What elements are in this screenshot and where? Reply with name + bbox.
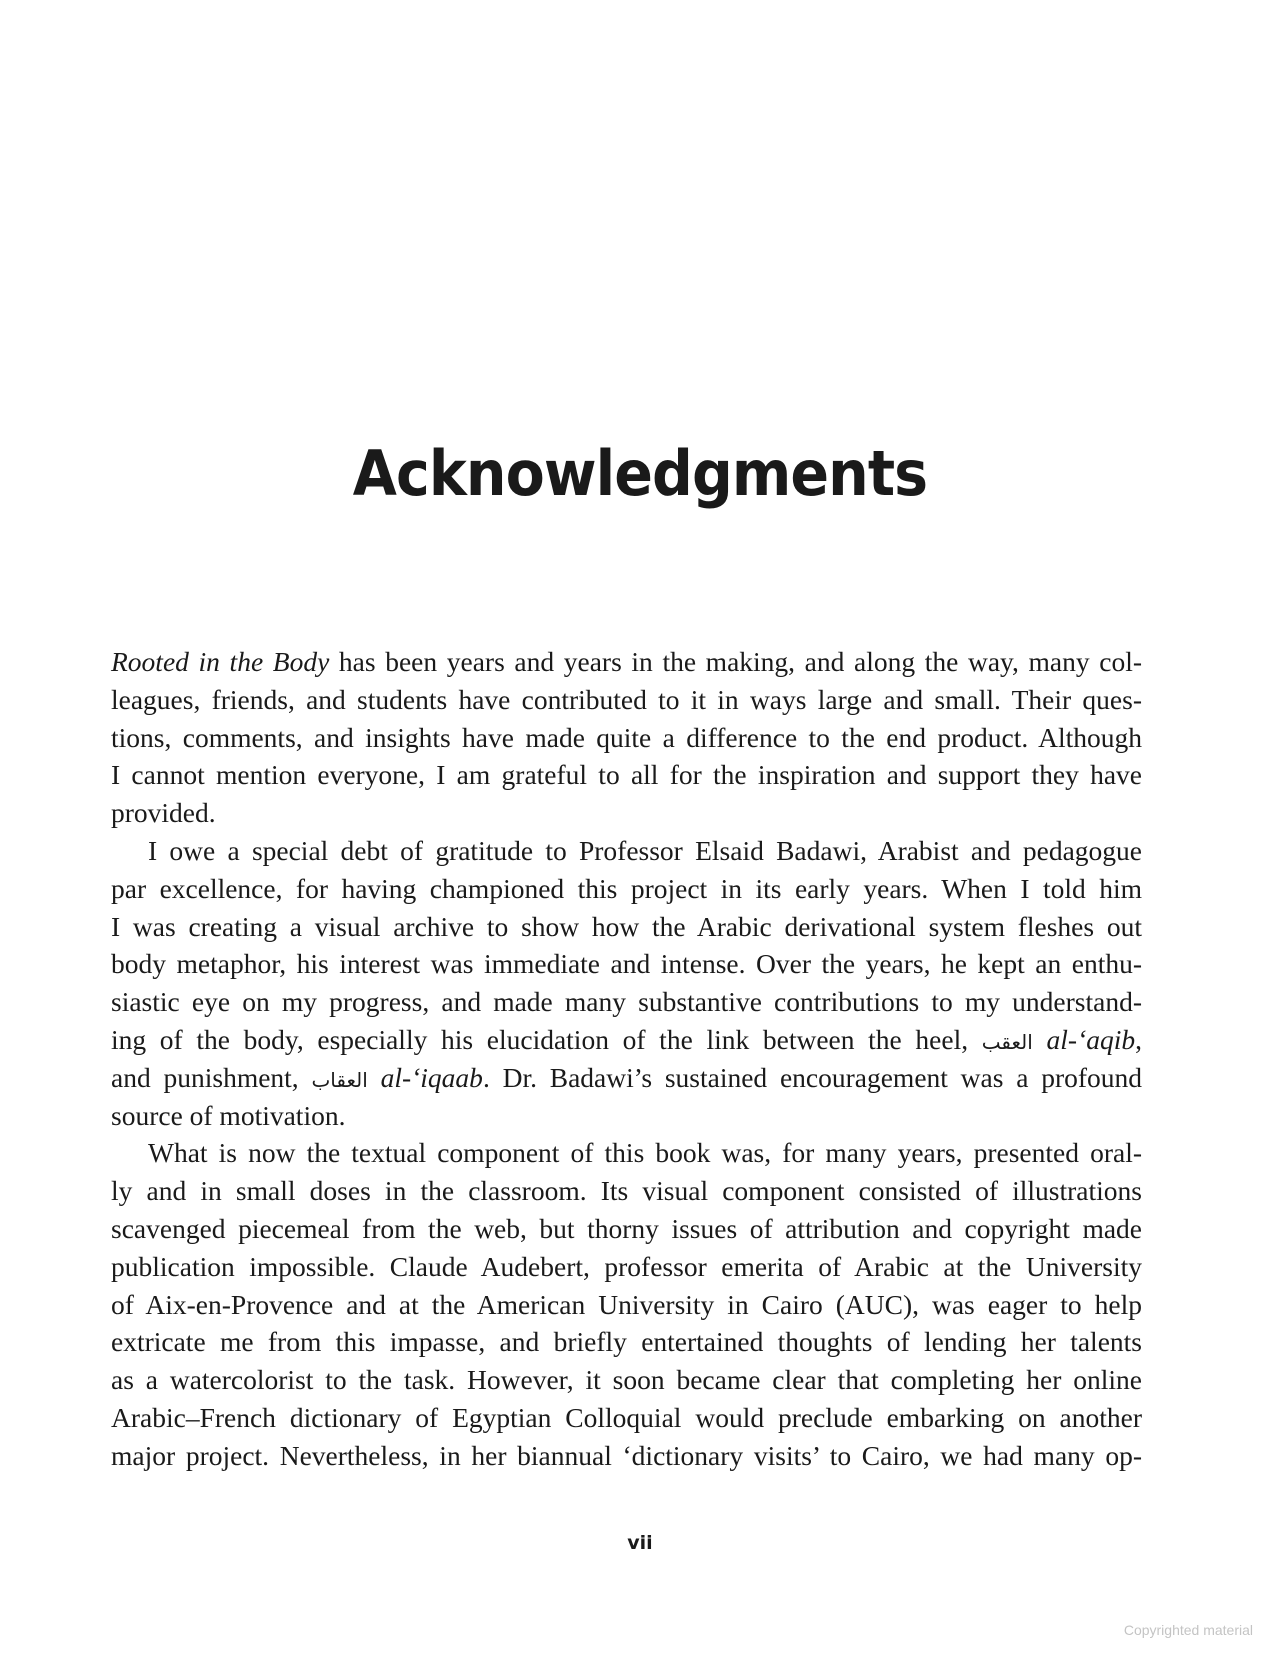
paragraph	[111, 1134, 1142, 1474]
text-run: What is now the textual component of this book was, for many years, presented oral-	[148, 1137, 1142, 1169]
text-line	[111, 1323, 1142, 1361]
italic-text: Rooted in the Body	[111, 646, 330, 677]
text-run	[368, 1062, 381, 1093]
text-run: scavenged piecemeal from the web, but thorny issues of attribution and copyright made	[111, 1212, 1142, 1244]
text-line	[111, 719, 1142, 757]
text-line	[111, 832, 1142, 870]
arabic-term: العقاب	[311, 1067, 368, 1092]
text-line	[111, 1286, 1142, 1324]
text-run: extricate me from this impasse, and briefly entertained thoughts of lending her talents	[111, 1326, 1142, 1358]
text-run: ,	[1135, 1023, 1142, 1055]
text-run: I was creating a visual archive to show how the Arabic derivational system fleshes out	[111, 910, 1142, 942]
text-run: has been years and years in the making, and along the way, many col-	[329, 646, 1142, 677]
text-run: I owe a special debt of gratitude to Professor Elsaid Badawi, Arabist and pedagogue	[148, 834, 1142, 866]
text-line	[111, 908, 1142, 946]
text-line	[111, 1399, 1142, 1437]
text-line	[111, 1134, 1142, 1172]
italic-text: al-‘iqaab	[380, 1061, 483, 1093]
text-line	[111, 794, 1142, 832]
text-line	[111, 1097, 1142, 1135]
text-run: leagues, friends, and students have contributed to it in ways large and small. Their ques-	[111, 683, 1142, 715]
text-run: par excellence, for having championed this project in its early years. When I told him	[111, 872, 1142, 904]
text-run: and punishment,	[111, 1061, 312, 1093]
text-run: Arabic–French dictionary of Egyptian Colloquial would preclude embarking on another	[111, 1401, 1142, 1433]
chapter-title: Acknowledgments	[352, 436, 928, 510]
text-line	[111, 1437, 1142, 1475]
text-run: as a watercolorist to the task. However, it soon became clear that completing her online	[111, 1364, 1142, 1396]
copyright-watermark: Copyrighted material	[1123, 1622, 1253, 1638]
text-line	[111, 870, 1142, 908]
text-run: . Dr. Badawi’s sustained encouragement was a profound	[482, 1061, 1143, 1093]
text-line	[111, 1248, 1142, 1286]
paragraph	[111, 643, 1142, 832]
text-line	[111, 1210, 1142, 1248]
text-line	[111, 1361, 1142, 1399]
text-line	[111, 1021, 1142, 1059]
body-text	[111, 643, 1142, 1475]
text-run: siastic eye on my progress, and made many substantive contributions to my understand-	[111, 986, 1142, 1018]
text-run: publication impossible. Claude Audebert, professor emerita of Arabic at the University	[111, 1250, 1142, 1282]
italic-text: al-‘aqib	[1046, 1023, 1136, 1055]
text-run: ing of the body, especially his elucidation of the link between the heel,	[111, 1023, 982, 1055]
text-line	[111, 1059, 1142, 1097]
text-run	[1033, 1024, 1047, 1055]
text-run: body metaphor, his interest was immediate and intense. Over the years, he kept an enthu-	[111, 948, 1142, 980]
text-run: I cannot mention everyone, I am grateful to all for the inspiration and support they have	[111, 759, 1142, 791]
text-line	[111, 681, 1142, 719]
text-run: of Aix-en-Provence and at the American University in Cairo (AUC), was eager to help	[111, 1288, 1142, 1320]
text-line	[111, 1172, 1142, 1210]
text-run: ly and in small doses in the classroom. Its visual component consisted of illustrations	[111, 1175, 1142, 1207]
text-line	[111, 945, 1142, 983]
text-line	[111, 643, 1142, 681]
text-run: source of motivation.	[111, 1099, 346, 1131]
arabic-term: العقب	[981, 1029, 1033, 1054]
paragraph	[111, 832, 1142, 1134]
text-run: provided.	[111, 797, 216, 829]
text-line	[111, 756, 1142, 794]
text-run: tions, comments, and insights have made quite a difference to the end product. Although	[111, 721, 1142, 753]
text-line	[111, 983, 1142, 1021]
page-number: vii	[627, 1532, 653, 1554]
text-run: major project. Nevertheless, in her biannual ‘dictionary visits’ to Cairo, we had many op-	[111, 1439, 1142, 1471]
